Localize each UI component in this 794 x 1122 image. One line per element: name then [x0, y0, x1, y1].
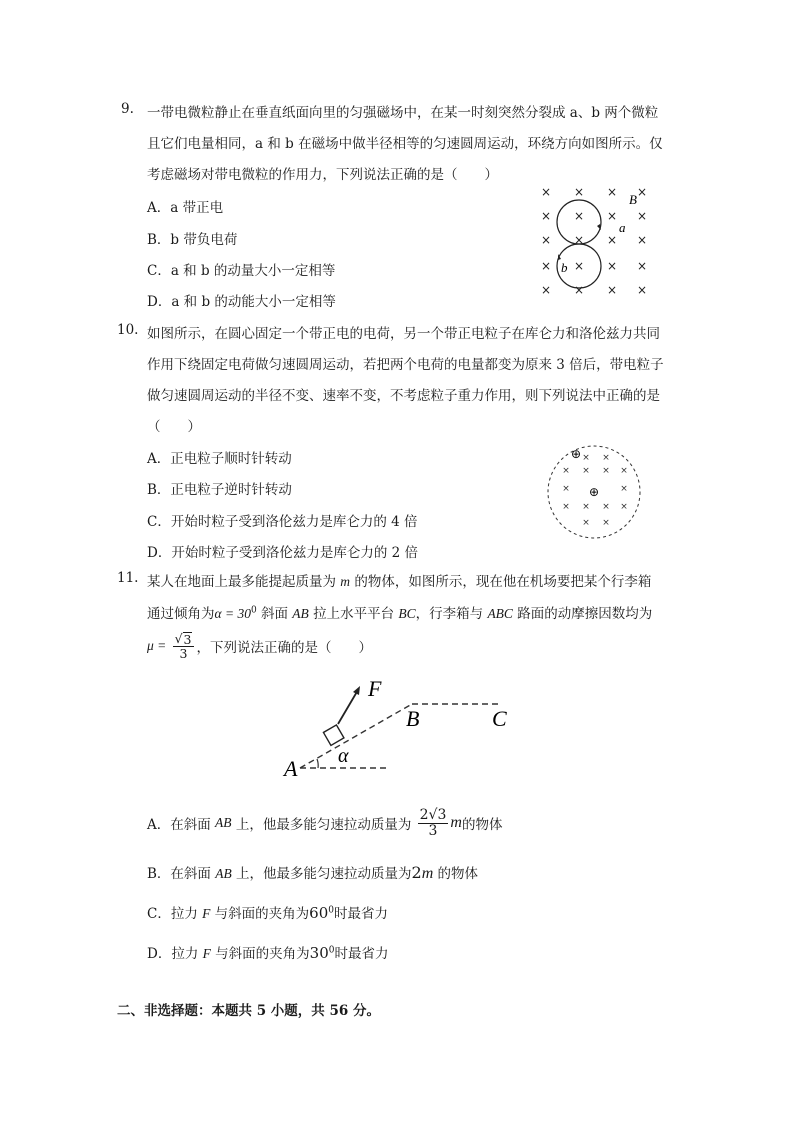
q11-number: 11. — [117, 570, 139, 586]
q11-label-alpha: α — [338, 745, 349, 767]
q11-luggage-box — [323, 725, 343, 745]
field-cross-icon: × — [606, 259, 618, 273]
field-cross-icon: × — [602, 502, 610, 512]
field-cross-icon: × — [573, 259, 585, 273]
q11-label-a: A — [284, 756, 298, 781]
field-cross-icon: × — [606, 209, 618, 223]
field-cross-icon: × — [562, 502, 570, 512]
field-cross-icon: × — [540, 259, 552, 273]
q11-mu-fraction: √ 3 3 — [173, 632, 195, 660]
field-cross-icon: × — [573, 209, 585, 223]
q11-force-arrow — [338, 690, 358, 724]
q9-number: 9. — [121, 101, 134, 117]
q10-stem-line2: 作用下绕固定电荷做匀速圆周运动，若把两个电荷的电量都变为原来 3 倍后，带电粒子 — [147, 357, 664, 373]
field-cross-icon: × — [602, 518, 610, 528]
field-cross-icon: × — [636, 185, 648, 199]
q11-label-b: B — [406, 706, 420, 731]
q10-fixed-charge-icon: ⊕ — [588, 485, 600, 499]
q10-stem-line4: （ ） — [147, 419, 201, 435]
field-cross-icon: × — [606, 185, 618, 199]
section-2-heading: 二、非选择题：本题共 5 小题，共 56 分。 — [117, 1003, 380, 1019]
q10-stem-line3: 做匀速圆周运动的半径不变、速率不变，不考虑粒子重力作用，则下列说法中正确的是 — [147, 388, 660, 404]
field-cross-icon: × — [602, 466, 610, 476]
q9-option-d: D．a 和 b 的动能大小一定相等 — [147, 294, 336, 310]
field-cross-icon: × — [606, 233, 618, 247]
q11-force-arrowhead-icon — [353, 686, 360, 695]
field-cross-icon: × — [602, 453, 610, 463]
q10-number: 10. — [117, 322, 139, 338]
field-cross-icon: × — [540, 185, 552, 199]
field-cross-icon: × — [540, 209, 552, 223]
field-cross-icon: × — [636, 259, 648, 273]
q9-option-c: C．a 和 b 的动量大小一定相等 — [147, 263, 336, 279]
field-cross-icon: × — [620, 466, 628, 476]
field-cross-icon: × — [573, 185, 585, 199]
field-cross-icon: × — [636, 233, 648, 247]
q9-label-b: b — [561, 260, 568, 275]
q11-option-b: B．在斜面 AB 上，他最多能匀速拉动质量为2m 的物体 — [147, 863, 479, 882]
q9-stem-line2: 且它们电量相同，a 和 b 在磁场中做半径相等的匀速圆周运动，环绕方向如图所示。仅 — [147, 136, 663, 152]
field-cross-icon: × — [573, 283, 585, 297]
field-cross-icon: × — [636, 209, 648, 223]
q11-stem-line1: 某人在地面上最多能提起质量为 m 的物体，如图所示，现在他在机场要把某个行李箱 — [147, 574, 652, 590]
q11-option-d: D．拉力 F 与斜面的夹角为$30^0$时最省力 — [147, 944, 389, 962]
field-cross-icon: × — [582, 518, 590, 528]
q10-option-d: D．开始时粒子受到洛伦兹力是库仑力的 2 倍 — [147, 545, 418, 561]
q10-moving-charge-icon: ⊕ — [570, 447, 582, 461]
field-cross-icon: × — [540, 283, 552, 297]
q11-option-a: A．在斜面 AB 上，他最多能匀速拉动质量为 $\frac{2√3}{3}$ m的物体 — [147, 807, 503, 839]
q10-option-b: B．正电粒子逆时针转动 — [147, 482, 292, 498]
q9-stem-line3: 考虑磁场对带电微粒的作用力，下列说法正确的是（ ） — [147, 167, 498, 183]
q10-option-c: C．开始时粒子受到洛伦兹力是库仑力的 4 倍 — [147, 514, 418, 530]
q11-incline-ab — [300, 704, 412, 768]
field-cross-icon: × — [620, 484, 628, 494]
field-cross-icon: × — [562, 466, 570, 476]
q10-orbit-figure — [546, 444, 642, 540]
field-cross-icon: × — [636, 283, 648, 297]
field-cross-icon: × — [620, 502, 628, 512]
q11-stem-line2: 通过倾角为$\alpha = 30^0$ 斜面 AB 拉上水平平台 BC，行李箱与 ABC 路面的动摩擦因数均为 — [147, 605, 653, 622]
q9-label-a: a — [619, 220, 626, 235]
q9-option-a: A．a 带正电 — [147, 200, 224, 216]
q9-option-b: B．b 带负电荷 — [147, 232, 238, 248]
field-cross-icon: × — [573, 233, 585, 247]
q11-label-c: C — [492, 706, 507, 731]
field-cross-icon: × — [562, 484, 570, 494]
q11-angle-arc — [317, 759, 318, 768]
field-cross-icon: × — [582, 453, 590, 463]
q11-option-a-fraction: $\frac{2√3}{3}$ — [419, 807, 447, 839]
q11-incline-figure — [282, 650, 522, 780]
field-cross-icon: × — [582, 466, 590, 476]
q11-stem-line3: μ = √ 3 3 ，下列说法正确的是（ ） — [147, 631, 372, 662]
q9-label-field-b: B — [629, 192, 637, 207]
field-cross-icon: × — [582, 502, 590, 512]
q9-stem-line1: 一带电微粒静止在垂直纸面向里的匀强磁场中，在某一时刻突然分裂成 a、b 两个微粒 — [147, 105, 659, 121]
q10-option-a: A．正电粒子顺时针转动 — [147, 451, 292, 467]
q11-option-c: C．拉力 F 与斜面的夹角为$60^0$时最省力 — [147, 904, 388, 922]
field-cross-icon: × — [606, 283, 618, 297]
q10-stem-line1: 如图所示，在圆心固定一个带正电的电荷，另一个带正电粒子在库仑力和洛伦兹力共同 — [147, 326, 660, 342]
q11-label-f: F — [368, 676, 382, 701]
field-cross-icon: × — [540, 233, 552, 247]
q9-magnetic-field-figure — [536, 180, 660, 304]
